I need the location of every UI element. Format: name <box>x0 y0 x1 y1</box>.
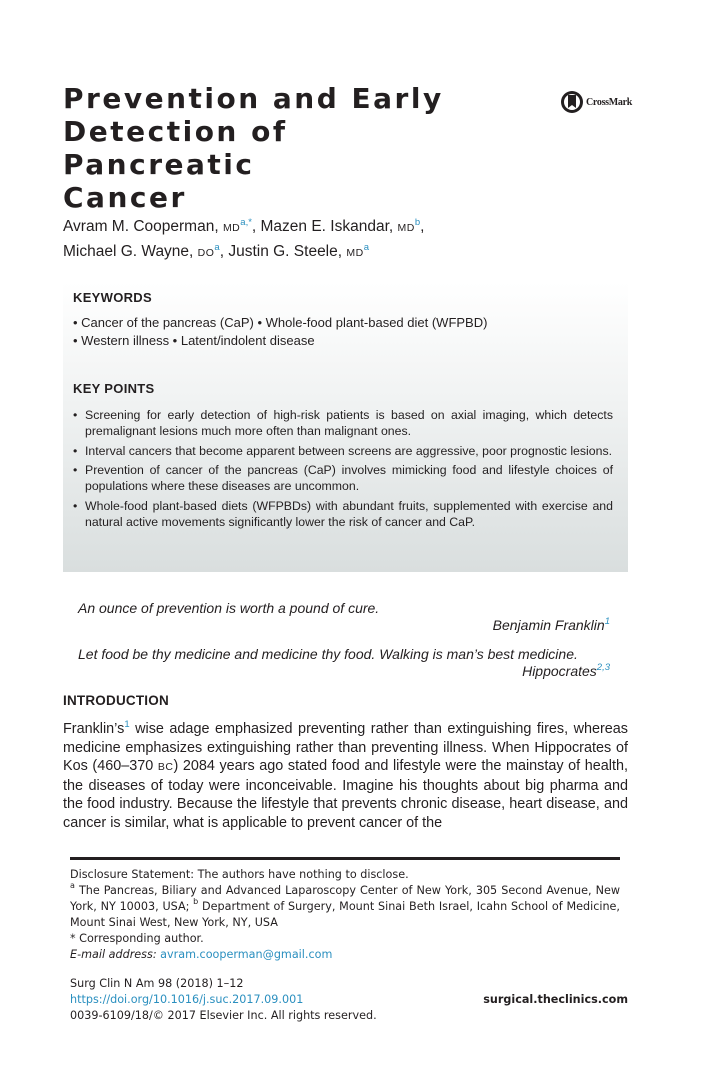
crossmark-icon <box>560 90 584 114</box>
author-list: Avram M. Cooperman, $MD^{a,*}$, Mazen E. Iskandar, $MD^b$, Michael G. Wayne, $DO^a$, Justin G. Steele, $MD^a$ <box>63 217 425 260</box>
affiliation-a: The Pancreas, Biliary and Advanced Laparoscopy Center of New York, 305 Second Avenue, New York, NY 10003, USA; <box>70 884 620 913</box>
article-title <box>63 82 483 214</box>
quote-attribution <box>522 663 610 679</box>
key-points-list <box>73 407 613 533</box>
email-label: E-mail address: <box>70 948 157 961</box>
author-name: Avram M. Cooperman, <box>63 218 223 235</box>
disclosure-statement: Disclosure Statement: The authors have nothing to disclose. <box>70 868 409 881</box>
crossmark-label: CrossMark <box>586 96 633 108</box>
author-name: , Justin G. Steele, <box>219 243 347 260</box>
affiliations <box>70 883 620 931</box>
footnotes <box>70 867 620 963</box>
key-point: • Whole-food plant-based diets (WFPBDs) with abundant fruits, supplemented with exercise and natural active movements significantly lower the risk of cancer and CaP. <box>73 498 613 530</box>
quote-text: Let food be thy medicine and medicine thy food. Walking is man’s best medicine. <box>78 646 578 662</box>
affiliation-marker[interactable]: a <box>363 242 370 253</box>
reference-marker[interactable]: 1 <box>124 720 130 730</box>
body-text: ) 2084 years ago stated food and lifestyle were the mainstay of health, the diseases of today were inconceivable. Imagine his thoughts about big pharma and the food industry. Because the lifestyle that prevents chronic disease, heart disease, and cancer is similar, what is applicable to prevent cancer of the <box>63 758 628 831</box>
journal-citation: Surg Clin N Am 98 (2018) 1–12 <box>70 977 244 990</box>
title-line: Cancer <box>63 181 187 214</box>
era-abbreviation: BC <box>157 761 174 773</box>
copyright-line: 0039-6109/18/© 2017 Elsevier Inc. All rights reserved. <box>70 1009 377 1022</box>
doi-link[interactable]: https://doi.org/10.1016/j.suc.2017.09.001 <box>70 993 304 1006</box>
affiliation-marker[interactable]: a,* <box>240 217 252 228</box>
affiliation-b: Department of Surgery, Mount Sinai Beth Israel, Icahn School of Medicine, Mount Sinai West, New York, NY, USA <box>70 900 620 929</box>
body-text: wise adage emphasized preventing rather than extinguishing fires, whereas medicine emphasizes extinguishing rather than preventing illness. When Hippocrates of Kos (460–370 <box>63 721 628 774</box>
body-text: Franklin’s <box>63 721 125 737</box>
author-name: Michael G. Wayne, <box>63 243 198 260</box>
corresponding-author: * Corresponding author. <box>70 932 204 945</box>
email-line <box>70 947 620 963</box>
quote-author: Hippocrates <box>522 663 597 679</box>
author-degree: MD <box>397 222 415 234</box>
title-line: Detection of Pancreatic <box>63 115 288 181</box>
quote-text: An ounce of prevention is worth a pound of cure. <box>78 600 380 616</box>
email-link[interactable]: avram.cooperman@gmail.com <box>160 948 333 961</box>
affiliation-marker: b <box>193 897 199 906</box>
quote-author: Benjamin Franklin <box>492 617 605 633</box>
affiliation-marker[interactable]: a <box>214 242 220 253</box>
section-heading: INTRODUCTION <box>63 693 169 708</box>
author-degree: MD <box>346 247 364 259</box>
footnote-divider <box>70 857 620 860</box>
quote-attribution <box>493 617 610 633</box>
crossmark-badge[interactable] <box>560 90 632 114</box>
keyword-line: • Western illness • Latent/indolent disease <box>73 333 315 348</box>
keyword-line: • Cancer of the pancreas (CaP) • Whole-food plant-based diet (WFPBD) <box>73 315 488 330</box>
journal-website[interactable]: surgical.theclinics.com <box>483 993 628 1006</box>
keywords-heading: KEYWORDS <box>73 290 152 305</box>
keywords-keypoints-box <box>63 282 628 572</box>
author-degree: DO <box>197 247 215 259</box>
key-point: • Prevention of cancer of the pancreas (CaP) involves mimicking food and lifestyle choices of populations where these diseases are uncommon. <box>73 462 613 494</box>
key-point: • Interval cancers that become apparent between screens are aggressive, poor prognostic lesions. <box>73 443 613 459</box>
reference-marker[interactable]: 2,3 <box>596 662 610 673</box>
author-name: , Mazen E. Iskandar, <box>251 218 398 235</box>
key-point: • Screening for early detection of high-risk patients is based on axial imaging, which detects premalignant lesions much more often than malignant ones. <box>73 407 613 439</box>
title-line: Prevention and Early <box>63 82 444 115</box>
key-points-heading: KEY POINTS <box>73 381 155 396</box>
author-degree: MD <box>222 222 241 234</box>
affiliation-marker: a <box>70 881 75 890</box>
intro-paragraph <box>63 720 628 835</box>
reference-marker[interactable]: 1 <box>604 616 610 627</box>
affiliation-marker[interactable]: b <box>414 217 421 228</box>
